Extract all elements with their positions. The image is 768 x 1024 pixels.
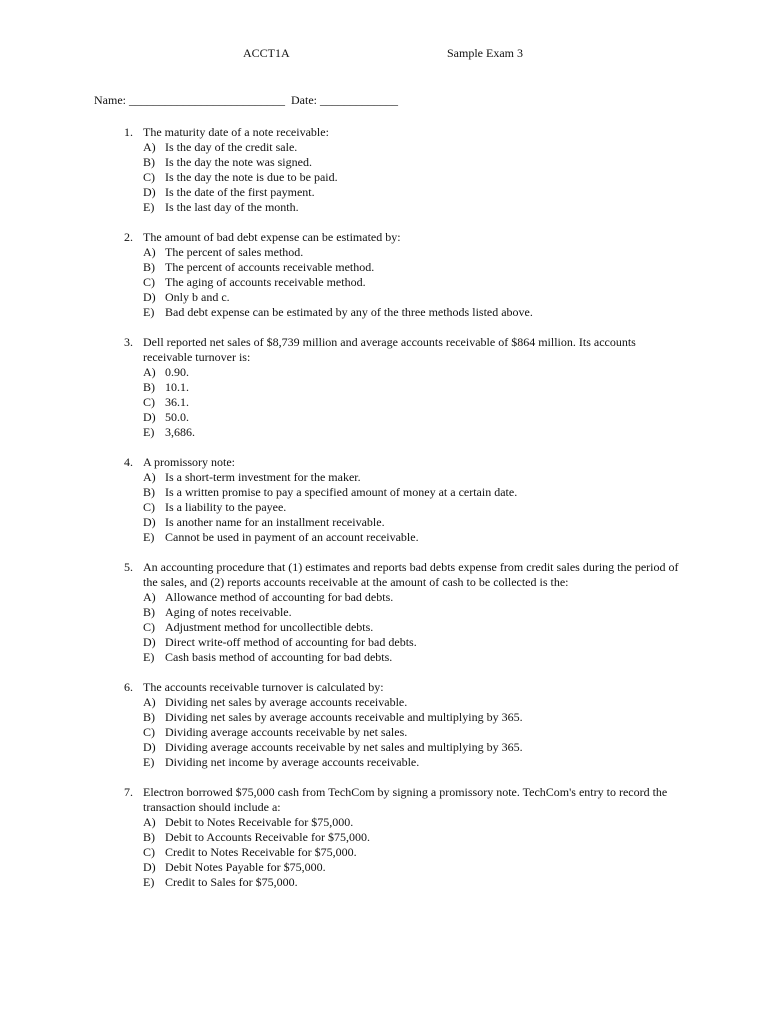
question <box>124 335 684 440</box>
option-text: 0.90. <box>165 365 189 379</box>
option-letter: D) <box>143 515 156 529</box>
answer-option <box>124 845 684 860</box>
question-text: Electron borrowed $75,000 cash from TechCom by signing a promissory note. TechCom's entry to record the transaction should include a: <box>143 785 668 814</box>
question-text: The accounts receivable turnover is calculated by: <box>143 680 384 694</box>
option-text: Adjustment method for uncollectible debts. <box>165 620 374 634</box>
option-text: Is the day of the credit sale. <box>165 140 298 154</box>
option-text: Dividing net income by average accounts receivable. <box>165 755 420 769</box>
option-letter: C) <box>143 170 155 184</box>
option-text: The percent of sales method. <box>165 245 304 259</box>
question <box>124 680 684 770</box>
option-letter: C) <box>143 845 155 859</box>
option-letter: E) <box>143 755 155 769</box>
option-letter: A) <box>143 695 156 709</box>
option-letter: B) <box>143 830 155 844</box>
answer-option <box>124 260 684 275</box>
answer-option <box>124 815 684 830</box>
option-text: Credit to Notes Receivable for $75,000. <box>165 845 357 859</box>
answer-option <box>124 605 684 620</box>
answer-option <box>124 485 684 500</box>
option-text: Credit to Sales for $75,000. <box>165 875 298 889</box>
date-blank: _____________ <box>320 93 398 107</box>
option-text: Is the day the note was signed. <box>165 155 312 169</box>
option-letter: A) <box>143 470 156 484</box>
option-text: Bad debt expense can be estimated by any of the three methods listed above. <box>165 305 533 319</box>
course-code: ACCT1A <box>243 46 290 60</box>
answer-option <box>124 830 684 845</box>
answer-option <box>124 395 684 410</box>
answer-option <box>124 710 684 725</box>
option-text: Is a liability to the payee. <box>165 500 287 514</box>
option-letter: C) <box>143 725 155 739</box>
answer-option <box>124 170 684 185</box>
option-text: The aging of accounts receivable method. <box>165 275 366 289</box>
answer-option <box>124 695 684 710</box>
answer-option <box>124 185 684 200</box>
option-text: 50.0. <box>165 410 189 424</box>
option-letter: B) <box>143 710 155 724</box>
answer-option <box>124 860 684 875</box>
answer-option <box>124 380 684 395</box>
answer-option <box>124 650 684 665</box>
option-letter: A) <box>143 815 156 829</box>
answer-option <box>124 530 684 545</box>
answer-option <box>124 875 684 890</box>
option-text: 36.1. <box>165 395 189 409</box>
question-number: 1. <box>124 125 133 139</box>
option-text: Allowance method of accounting for bad debts. <box>165 590 394 604</box>
answer-option <box>124 140 684 155</box>
question <box>124 455 684 545</box>
option-text: Dividing average accounts receivable by net sales. <box>165 725 408 739</box>
option-letter: B) <box>143 485 155 499</box>
option-letter: E) <box>143 305 155 319</box>
option-text: Debit Notes Payable for $75,000. <box>165 860 326 874</box>
answer-option <box>124 365 684 380</box>
option-text: 3,686. <box>165 425 195 439</box>
option-letter: C) <box>143 500 155 514</box>
option-text: Is a written promise to pay a specified amount of money at a certain date. <box>165 485 518 499</box>
answer-option <box>124 500 684 515</box>
option-text: Is the day the note is due to be paid. <box>165 170 338 184</box>
answer-option <box>124 425 684 440</box>
option-letter: D) <box>143 410 156 424</box>
question-text: The amount of bad debt expense can be estimated by: <box>143 230 401 244</box>
question-list <box>124 125 684 905</box>
question-number: 4. <box>124 455 133 469</box>
question <box>124 125 684 215</box>
question-text: An accounting procedure that (1) estimates and reports bad debts expense from credit sales during the period of the sales, and (2) reports accounts receivable at the amount of cash to be collected is the: <box>143 560 679 589</box>
question-stem <box>124 230 684 245</box>
option-text: Cash basis method of accounting for bad debts. <box>165 650 393 664</box>
question-stem <box>124 680 684 695</box>
option-text: Dividing average accounts receivable by net sales and multiplying by 365. <box>165 740 523 754</box>
answer-option <box>124 590 684 605</box>
name-label: Name: <box>94 93 126 107</box>
option-letter: E) <box>143 200 155 214</box>
question-text: The maturity date of a note receivable: <box>143 125 329 139</box>
option-text: Is another name for an installment receivable. <box>165 515 385 529</box>
answer-option <box>124 155 684 170</box>
option-letter: D) <box>143 185 156 199</box>
option-letter: D) <box>143 290 156 304</box>
question-stem <box>124 785 684 815</box>
option-letter: E) <box>143 425 155 439</box>
option-letter: C) <box>143 395 155 409</box>
option-text: The percent of accounts receivable method. <box>165 260 375 274</box>
date-label: Date: <box>291 93 317 107</box>
option-text: Dividing net sales by average accounts receivable and multiplying by 365. <box>165 710 523 724</box>
option-text: Is the last day of the month. <box>165 200 299 214</box>
answer-option <box>124 290 684 305</box>
option-letter: B) <box>143 260 155 274</box>
question-number: 3. <box>124 335 133 349</box>
option-text: Debit to Accounts Receivable for $75,000. <box>165 830 370 844</box>
option-letter: E) <box>143 650 155 664</box>
option-letter: A) <box>143 590 156 604</box>
question-number: 5. <box>124 560 133 574</box>
option-letter: B) <box>143 155 155 169</box>
answer-option <box>124 515 684 530</box>
answer-option <box>124 620 684 635</box>
answer-option <box>124 635 684 650</box>
answer-option <box>124 245 684 260</box>
question <box>124 230 684 320</box>
page-header <box>0 46 768 61</box>
question-stem <box>124 560 684 590</box>
name-blank: __________________________ <box>129 93 285 107</box>
option-text: 10.1. <box>165 380 189 394</box>
name-date-row <box>94 93 398 108</box>
exam-title: Sample Exam 3 <box>447 46 523 60</box>
option-letter: A) <box>143 140 156 154</box>
option-letter: D) <box>143 740 156 754</box>
option-text: Aging of notes receivable. <box>165 605 292 619</box>
option-letter: E) <box>143 530 155 544</box>
question-stem <box>124 455 684 470</box>
option-letter: B) <box>143 605 155 619</box>
question <box>124 560 684 665</box>
option-letter: A) <box>143 245 156 259</box>
answer-option <box>124 410 684 425</box>
answer-option <box>124 200 684 215</box>
answer-option <box>124 305 684 320</box>
option-text: Is the date of the first payment. <box>165 185 315 199</box>
option-text: Direct write-off method of accounting for bad debts. <box>165 635 417 649</box>
answer-option <box>124 470 684 485</box>
answer-option <box>124 725 684 740</box>
question-number: 6. <box>124 680 133 694</box>
question-text: A promissory note: <box>143 455 235 469</box>
answer-option <box>124 275 684 290</box>
option-letter: B) <box>143 380 155 394</box>
question-number: 2. <box>124 230 133 244</box>
option-letter: D) <box>143 860 156 874</box>
question-stem <box>124 125 684 140</box>
question-stem <box>124 335 684 365</box>
option-letter: E) <box>143 875 155 889</box>
answer-option <box>124 740 684 755</box>
option-text: Debit to Notes Receivable for $75,000. <box>165 815 354 829</box>
question-number: 7. <box>124 785 133 799</box>
option-text: Cannot be used in payment of an account receivable. <box>165 530 419 544</box>
question <box>124 785 684 890</box>
option-letter: C) <box>143 620 155 634</box>
option-letter: A) <box>143 365 156 379</box>
option-text: Is a short-term investment for the maker. <box>165 470 361 484</box>
option-letter: D) <box>143 635 156 649</box>
option-text: Dividing net sales by average accounts receivable. <box>165 695 408 709</box>
option-text: Only b and c. <box>165 290 230 304</box>
answer-option <box>124 755 684 770</box>
option-letter: C) <box>143 275 155 289</box>
question-text: Dell reported net sales of $8,739 million and average accounts receivable of $864 million. Its accounts receivable turnover is: <box>143 335 636 364</box>
